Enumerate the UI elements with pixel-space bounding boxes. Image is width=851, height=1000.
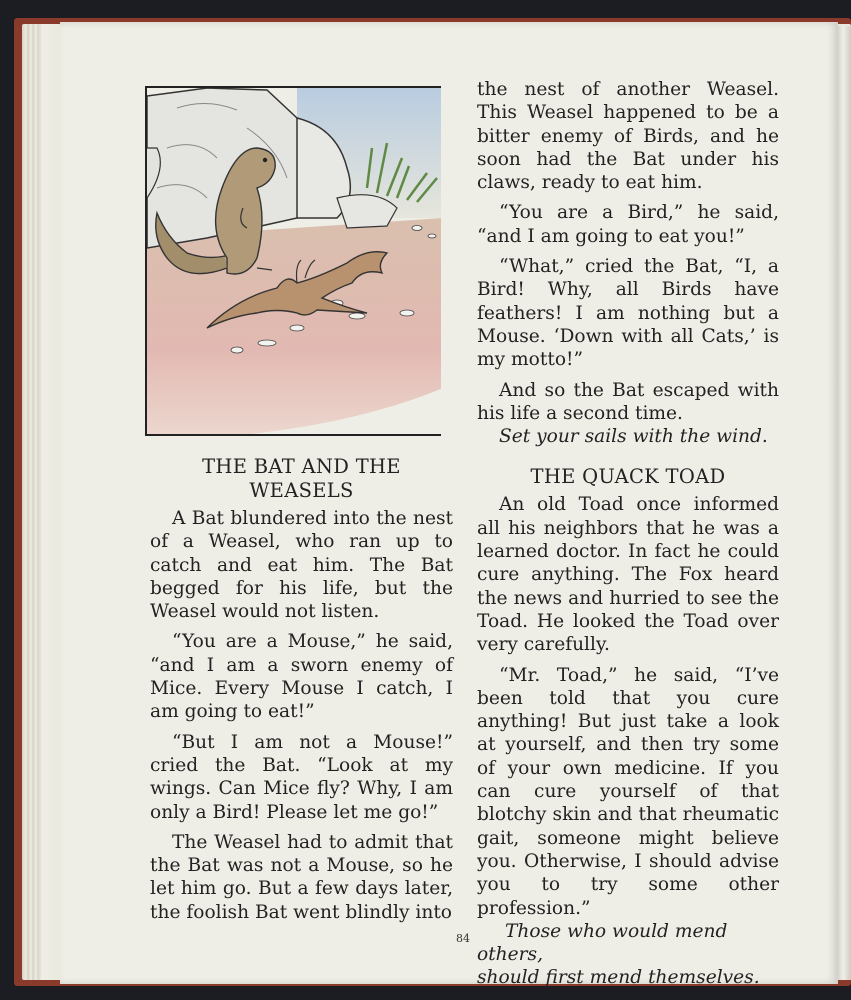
left-column — [150, 455, 453, 924]
moral-toad-story-line1: Those who would mend others, — [477, 920, 728, 966]
paragraph: The Weasel had to admit that the Bat was not a Mouse, so he let him go. But a few days later, the foolish Bat went blindly into — [150, 831, 453, 923]
right-page-edge — [838, 26, 851, 980]
paragraph: “What,” cried the Bat, “I, a Bird! Why, all Birds have feathers! I am nothing but a Mouse. ‘Down with all Cats,’ is my motto!” — [477, 256, 779, 371]
moral-toad-story-line2: should first mend themselves. — [477, 967, 760, 989]
paragraph: the nest of another Weasel. This Weasel happened to be a bitter enemy of Birds, and he soon had the Bat under his claws, ready to eat him. — [477, 79, 779, 194]
story-title-quack-toad: THE QUACK TOAD — [530, 465, 726, 489]
moral-bat-story: Set your sails with the wind. — [499, 426, 768, 448]
paragraph: “But I am not a Mouse!” cried the Bat. “Look at my wings. Can Mice fly? Why, I am only a Bird! Please let me go!” — [150, 731, 453, 823]
page-number: 84 — [456, 932, 470, 945]
paragraph: “You are a Mouse,” he said, “and I am a sworn enemy of Mice. Every Mouse I catch, I am going to eat!” — [150, 631, 453, 723]
illustration-weasel-and-bat — [145, 86, 441, 436]
paragraph: “Mr. Toad,” he said, “I’ve been told that you cure anything! But just take a look at yourself, and then try some of your own medicine. If you can cure yourself of that blotchy skin and that rheumatic gait, someone might believe you. Otherwise, I should advise you to try some other profession.” — [477, 664, 779, 919]
paragraph: An old Toad once informed all his neighbors that he was a learned doctor. In fact he could cure anything. The Fox heard the news and hurried to see the Toad. He looked the Toad over very carefully. — [477, 494, 779, 656]
paragraph: “You are a Bird,” he said, “and I am going to eat you!” — [477, 202, 779, 247]
right-column — [477, 78, 779, 990]
paragraph: And so the Bat escaped with his life a second time. — [477, 379, 779, 424]
paragraph: A Bat blundered into the nest of a Weasel, who ran up to catch and eat him. The Bat begged for his life, but the Weasel would not listen. — [150, 508, 453, 623]
story-title-bat-and-weasels: THE BAT AND THE WEASELS — [202, 455, 401, 502]
